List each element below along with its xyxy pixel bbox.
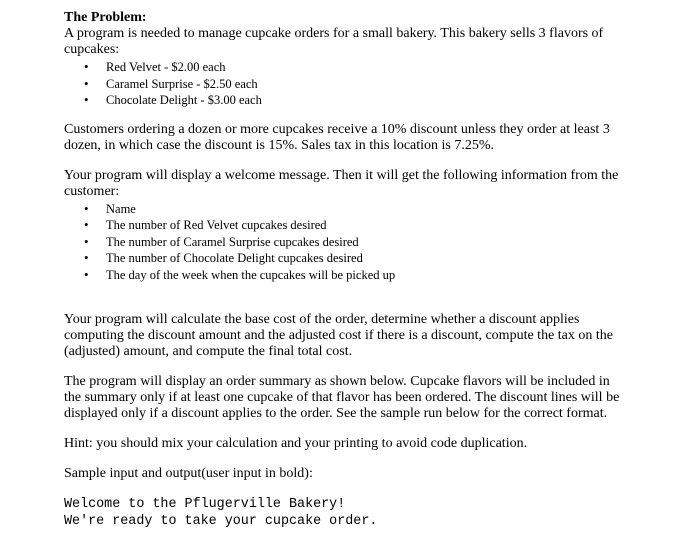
list-item: • Red Velvet - $2.00 each [84, 59, 624, 76]
intro-paragraph: A program is needed to manage cupcake orders for a small bakery. This bakery sells 3 flavors of cupcakes: [64, 26, 604, 57]
list-item: • The day of the week when the cupcakes will be picked up [84, 267, 624, 284]
sample-label: Sample input and output(user input in bold): [64, 466, 313, 481]
list-item: • Caramel Surprise - $2.50 each [84, 76, 624, 93]
list-item: • Name [84, 201, 624, 218]
welcome-paragraph: Your program will display a welcome message. Then it will get the following information from the customer: [64, 167, 619, 199]
list-item: • The number of Caramel Surprise cupcakes desired [84, 234, 624, 251]
calculation-paragraph: Your program will calculate the base cost of the order, determine whether a discount applies computing the discount amount and the adjusted cost if there is a discount, compute the tax on the (adjusted) amount, and compute the final total cost. [64, 312, 613, 359]
sample-output-line: Welcome to the Pflugerville Bakery! [64, 497, 346, 512]
list-item: • The number of Red Velvet cupcakes desired [84, 217, 624, 234]
discount-paragraph: Customers ordering a dozen or more cupcakes receive a 10% discount unless they order at least 3 dozen, in which case the discount is 15%. Sales tax in this location is 7.25%. [64, 121, 610, 153]
list-item: • The number of Chocolate Delight cupcakes desired [84, 250, 624, 267]
sample-output [64, 496, 624, 530]
input-list [64, 201, 624, 284]
problem-heading: The Problem: [64, 10, 147, 25]
list-item: • Chocolate Delight - $3.00 each [84, 92, 624, 109]
sample-output-line: We're ready to take your cupcake order. [64, 514, 378, 529]
summary-paragraph: The program will display an order summary as shown below. Cupcake flavors will be included in the summary only if at least one cupcake of that flavor has been ordered. The discount lines will be displayed only if a discount applies to the order. See the sample run below for the correct format. [64, 374, 620, 421]
hint-paragraph: Hint: you should mix your calculation and your printing to avoid code duplication. [64, 436, 528, 451]
flavor-list [64, 59, 624, 109]
